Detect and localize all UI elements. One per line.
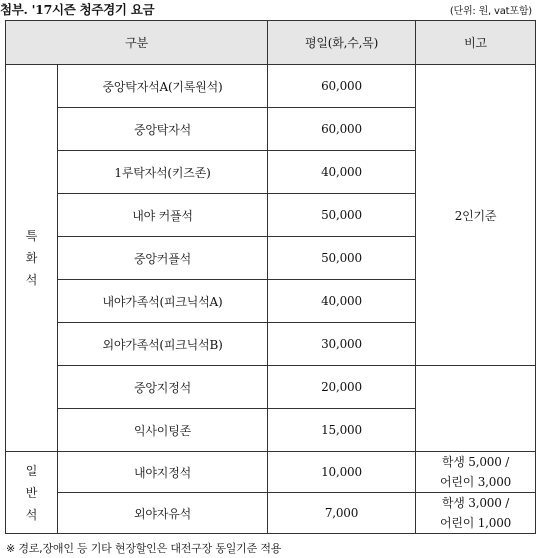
- seat-price: 60,000: [268, 108, 416, 151]
- table-row: [6, 65, 536, 108]
- seat-price: 15,000: [268, 409, 416, 452]
- seat-price: 40,000: [268, 151, 416, 194]
- fee-table: [5, 20, 536, 534]
- seat-price: 50,000: [268, 237, 416, 280]
- seat-price: 60,000: [268, 65, 416, 108]
- seat-name: 중앙탁자석A(기록원석): [58, 65, 268, 108]
- seat-name: 중앙커플석: [58, 237, 268, 280]
- table-row: [6, 493, 536, 534]
- table-row: [6, 366, 536, 409]
- table-row: [6, 452, 536, 493]
- seat-price: 40,000: [268, 280, 416, 323]
- seat-price: 10,000: [268, 452, 416, 493]
- remark-discount: 학생 5,000 / 어린이 3,000: [416, 452, 536, 493]
- seat-name: 내야 커플석: [58, 194, 268, 237]
- footnote: ※ 경로,장애인 등 기타 현장할인은 대전구장 동일기준 적용: [6, 542, 282, 555]
- seat-name: 중앙탁자석: [58, 108, 268, 151]
- seat-name: 외야자유석: [58, 493, 268, 534]
- unit-note: (단위: 원, vat포함): [449, 6, 532, 17]
- column-header-weekday: 평일(화,수,목): [268, 21, 416, 65]
- column-header-remarks: 비고: [416, 21, 536, 65]
- seat-price: 7,000: [268, 493, 416, 534]
- seat-price: 20,000: [268, 366, 416, 409]
- seat-name: 내야지정석: [58, 452, 268, 493]
- seat-name: 1루탁자석(키즈존): [58, 151, 268, 194]
- seat-name: 중앙지정석: [58, 366, 268, 409]
- category-general-seat: 일 반 석: [6, 452, 58, 534]
- seat-name: 익사이팅존: [58, 409, 268, 452]
- seat-price: 50,000: [268, 194, 416, 237]
- category-special-seat: 특 화 석: [6, 65, 58, 452]
- seat-name: 내야가족석(피크닉석A): [58, 280, 268, 323]
- seat-name: 외야가족석(피크닉석B): [58, 323, 268, 366]
- document-title: 첨부. '17시즌 청주경기 요금: [0, 2, 155, 17]
- remark-couple-basis: 2인기준: [416, 65, 536, 366]
- remark-empty: [416, 366, 536, 452]
- header: [0, 0, 540, 18]
- seat-price: 30,000: [268, 323, 416, 366]
- table-header-row: [6, 21, 536, 65]
- column-header-category: 구분: [6, 21, 268, 65]
- remark-discount: 학생 3,000 / 어린이 1,000: [416, 493, 536, 534]
